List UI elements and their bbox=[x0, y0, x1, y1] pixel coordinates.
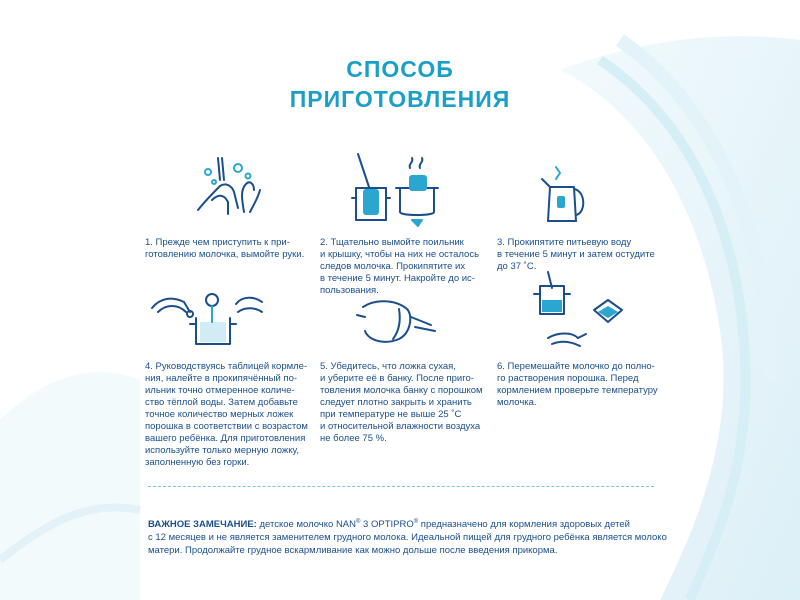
kettle-icon bbox=[540, 165, 600, 230]
hands-washing-icon bbox=[188, 150, 268, 230]
step-4-text: 4. Руководствуясь таблицей кормле- ния, налейте в прокипячённый по- ильник точно отмеренное количе- ство тёплой воды. Затем добавьте точное количество мерных ложек порошка в соответствии с возрастом вашего ребёнка. Для приготовления используйте только мерную ложку, заполненную без горки. bbox=[145, 361, 308, 468]
note-line-1: ВАЖНОЕ ЗАМЕЧАНИЕ: детское молочко NAN® 3 OPTIPRO® предназначено для кормления здоровых детей bbox=[148, 519, 630, 531]
title-line-2: ПРИГОТОВЛЕНИЯ bbox=[289, 86, 511, 112]
stir-bottle-icon bbox=[528, 268, 628, 353]
important-note bbox=[148, 516, 668, 557]
step-2-text: 2. Тщательно вымойте поильник и крышку, чтобы на них не осталось следов молочка. Прокипятите их в течение 5 минут. Накройте до ис- пользования. bbox=[320, 237, 480, 296]
divider bbox=[148, 486, 654, 487]
step-3-text: 3. Прокипятите питьевую воду в течение 5 минут и затем остудите до 37 ˚С. bbox=[497, 237, 655, 272]
step-5-text: 5. Убедитесь, что ложка сухая, и уберите её в банку. После приго- товления молочка банку с порошком следует плотно закрыть и хранить при температуре не выше 25 ˚С и относительной влажности воздуха не более 75 %. bbox=[320, 361, 483, 444]
title-line-1: СПОСОБ bbox=[346, 56, 454, 82]
bottle-brush-boiling-icon bbox=[342, 150, 442, 230]
spoon-jar-icon bbox=[355, 297, 440, 347]
note-line-2: с 12 месяцев и не является заменителем грудного молока. Идеальной пищей для грудного ребёнка является молоко bbox=[148, 532, 667, 544]
pour-water-icon bbox=[150, 282, 265, 352]
step-6-text: 6. Перемешайте молочко до полно- го растворения порошка. Перед кормлением проверьте температуру молочка. bbox=[497, 361, 658, 408]
page-title bbox=[280, 54, 520, 114]
note-line-3: матери. Продолжайте грудное вскармливание как можно дольше после введения прикорма. bbox=[148, 545, 558, 557]
note-label: ВАЖНОЕ ЗАМЕЧАНИЕ: bbox=[148, 519, 257, 531]
step-1-text: 1. Прежде чем приступить к при- готовлению молочка, вымойте руки. bbox=[145, 237, 305, 260]
